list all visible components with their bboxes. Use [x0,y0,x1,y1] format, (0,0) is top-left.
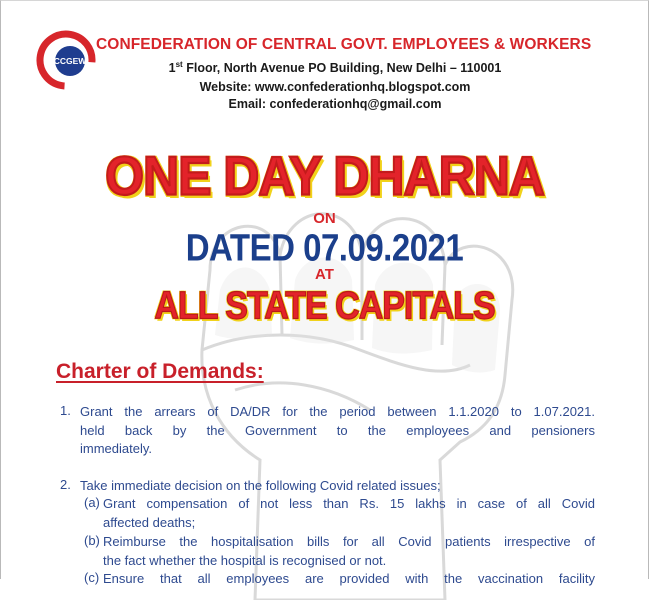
demand-text-line: held back by the Government to the employees and pensioners [80,422,595,438]
charter-heading: Charter of Demands: [56,360,264,383]
demand-text-line: affected deaths; [103,514,196,530]
demand-item [80,403,595,459]
subdemand-label: (c) [84,570,100,585]
demand-text-line: Grant compensation of not less than Rs. 15 lakhs in case of all Covid [103,496,595,511]
headline-date: DATED 07.09.2021 [185,226,464,269]
website-line: Website: www.confederationhq.blogspot.com [199,80,471,94]
subdemand-item [103,570,595,589]
demand-text-line: Grant the arrears of DA/DR for the period between 1.1.2020 to 1.07.2021. [80,404,595,419]
demand-text-line: Ensure that all employees are provided with the vaccination facility [103,571,595,586]
organization-name: CONFEDERATION OF CENTRAL GOVT. EMPLOYEES & WORKERS [96,36,592,53]
subdemand-label: (a) [84,495,100,510]
svg-text:CCGEW: CCGEW [53,56,87,66]
demand-number: 1. [60,403,71,418]
email-line: Email: confederationhq@gmail.com [228,97,442,111]
demand-text-line: the fact whether the hospital is recognised or not. [103,552,387,568]
demand-text-line: Reimburse the hospitalisation bills for all Covid patients irrespective of [103,534,595,549]
headline-on: ON [313,210,336,227]
headline-at: AT [315,266,334,283]
subdemand-item [103,533,595,570]
demand-item [80,477,595,496]
demand-text-line: Take immediate decision on the following Covid related issues; [80,478,441,493]
demand-text-line: immediately. [80,441,153,456]
headline-dharna: ONE DAY DHARNA [105,145,544,207]
subdemand-item [103,495,595,532]
headline-place: ALL STATE CAPITALS [154,284,495,328]
subdemand-label: (b) [84,533,100,548]
ccgew-logo [36,30,96,90]
demand-number: 2. [60,477,71,492]
address-line: 1st Floor, North Avenue PO Building, New Delhi – 110001 [168,59,502,75]
